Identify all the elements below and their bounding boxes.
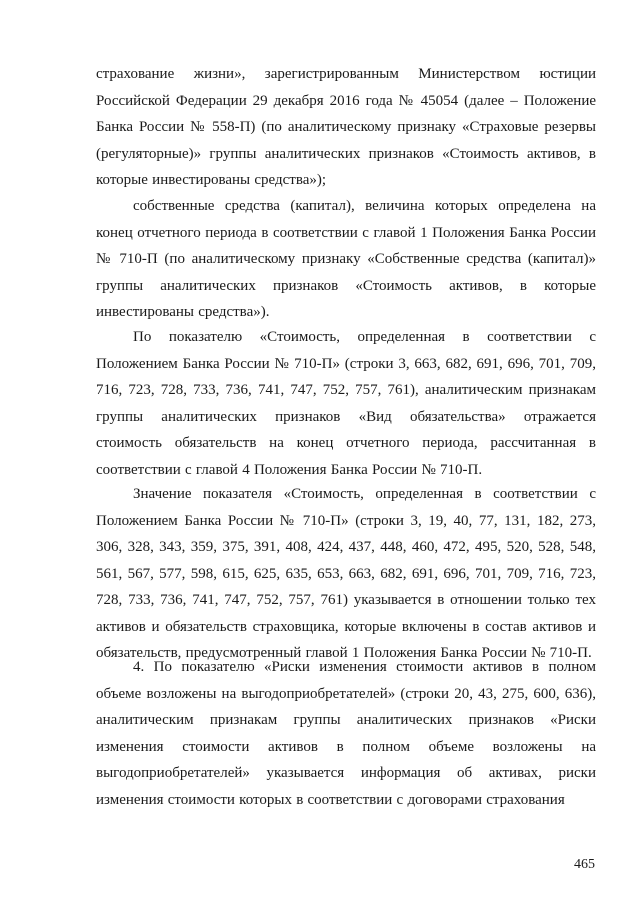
page-number: 465 [574, 857, 595, 872]
paragraph-indicator-value: Значение показателя «Стоимость, определенная в соответствии с Положением Банка России № 710-П» (строки 3, 19, 40, 77, 131, 182, 273, 306, 328, 343, 359, 375, 391, 408, 424, 437, 448, 460, 472, 495, 520, 528, 548, 561, 567, 577, 598, 615, 625, 635, 653, 663, 682, 691, 696, 701, 709, 716, 723, 728, 733, 736, 741, 747, 752, 757, 761) указывается в отношении только тех активов и обязательств страховщика, которые включены в состав активов и обязательств, предусмотренный главой 1 Положения Банка России № 710-П. [96, 486, 596, 661]
paragraph-own-funds: собственные средства (капитал), величина которых определена на конец отчетного периода в соответствии с главой 1 Положения Банка России № 710-П (по аналитическому признаку «Собственные средства (капитал)» группы аналитических признаков «Стоимость активов, в которые инвестированы средства»). [96, 198, 596, 320]
paragraph-liabilities-value: По показателю «Стоимость, определенная в соответствии с Положением Банка России № 710-П» (строки 3, 663, 682, 691, 696, 701, 709, 716, 723, 728, 733, 736, 741, 747, 752, 757, 761), аналитическим признакам группы аналитических признаков «Вид обязательства» отражается стоимость обязательств на конец отчетного периода, рассчитанная в соответствии с главой 4 Положения Банка России № 710-П. [96, 329, 596, 478]
paragraph-continuation: страхование жизни», зарегистрированным Министерством юстиции Российской Федерации 29 декабря 2016 года № 45054 (далее – Положение Банка России № 558-П) (по аналитическому признаку «Страховые резервы (регуляторные)» группы аналитических признаков «Стоимость активов, в которые инвестированы средства»); [96, 66, 596, 188]
paragraph-item-4: 4. По показателю «Риски изменения стоимости активов в полном объеме возложены на выгодоприобретателей» (строки 20, 43, 275, 600, 636), аналитическим признакам группы аналитических признаков «Риски изменения стоимости активов в полном объеме возложены на выгодоприобретателей» указывается информация об активах, риски изменения стоимости которых в соответствии с договорами страхования [96, 659, 596, 808]
